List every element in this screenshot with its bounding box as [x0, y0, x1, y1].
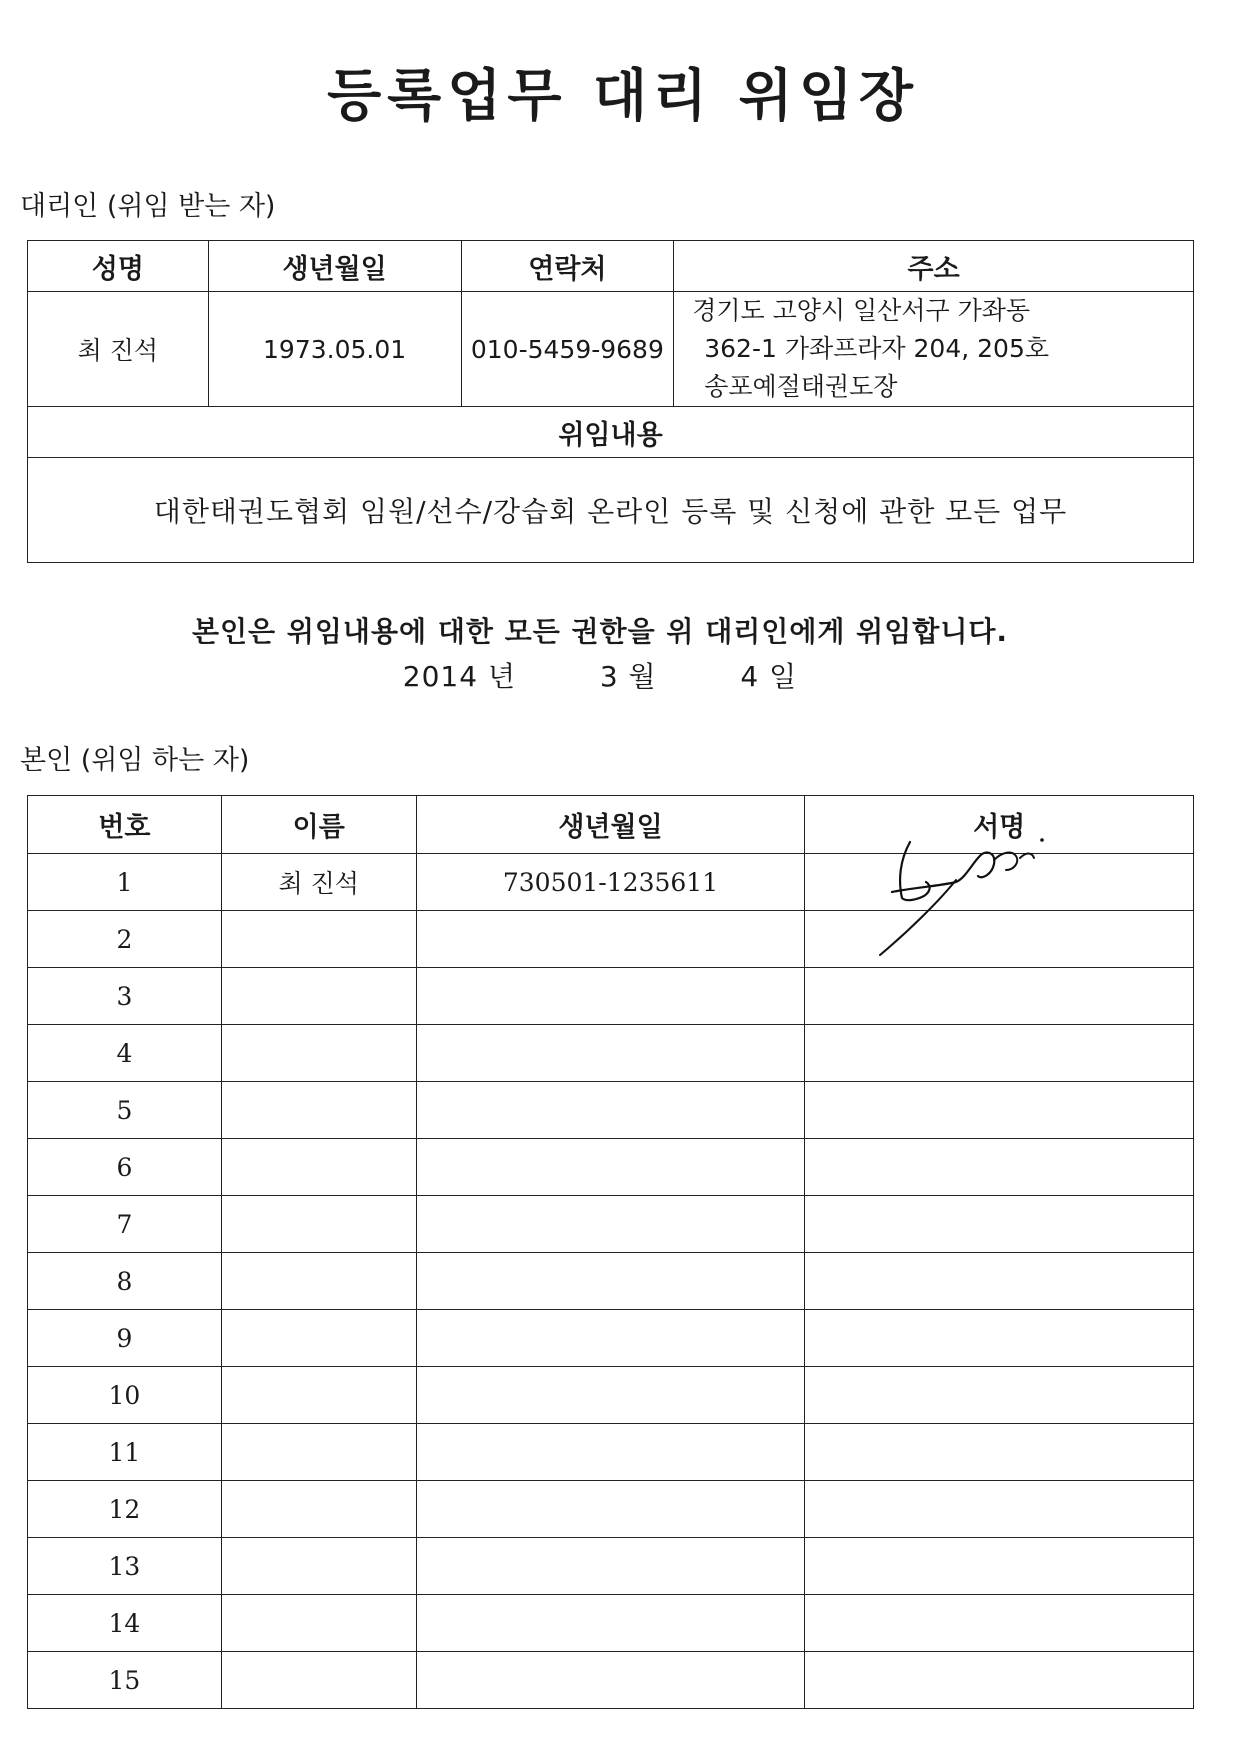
header-number: 번호 — [28, 796, 222, 854]
row-birth — [416, 1196, 805, 1253]
address-line: 362-1 가좌프라자 204, 205호 — [704, 334, 1050, 363]
delegation-content: 대한태권도협회 임원/선수/강습회 온라인 등록 및 신청에 관한 모든 업무 — [28, 458, 1194, 563]
principal-row — [28, 1367, 1194, 1424]
date-month-unit: 월 — [628, 660, 657, 693]
row-name — [221, 1025, 416, 1082]
delegation-header: 위임내용 — [28, 407, 1194, 458]
row-signature — [805, 1196, 1194, 1253]
date-year-unit: 년 — [487, 660, 516, 693]
row-number: 4 — [28, 1025, 222, 1082]
row-signature — [805, 1025, 1194, 1082]
row-signature — [805, 1310, 1194, 1367]
row-name — [221, 1139, 416, 1196]
principal-row — [28, 968, 1194, 1025]
date-year: 2014 — [402, 660, 479, 693]
row-name — [221, 1424, 416, 1481]
header-name: 이름 — [221, 796, 416, 854]
header-name: 성명 — [28, 241, 209, 292]
delegation-header-row — [28, 407, 1194, 458]
row-birth — [416, 1424, 805, 1481]
delegation-statement: 본인은 위임내용에 대한 모든 권한을 위 대리인에게 위임합니다. — [191, 615, 1009, 648]
row-birth — [416, 1139, 805, 1196]
row-number: 15 — [28, 1652, 222, 1709]
row-number: 14 — [28, 1595, 222, 1652]
row-number: 6 — [28, 1139, 222, 1196]
row-number: 8 — [28, 1253, 222, 1310]
agent-table — [27, 240, 1194, 563]
principal-row — [28, 1481, 1194, 1538]
row-name — [221, 968, 416, 1025]
delegation-content-row — [28, 458, 1194, 563]
principal-rows — [28, 854, 1194, 1709]
row-signature — [805, 1538, 1194, 1595]
principal-row — [28, 1652, 1194, 1709]
row-name — [221, 1367, 416, 1424]
row-signature — [805, 968, 1194, 1025]
row-birth — [416, 1367, 805, 1424]
agent-section-label: 대리인 (위임 받는 자) — [20, 191, 276, 222]
row-birth — [416, 1652, 805, 1709]
row-birth — [416, 1595, 805, 1652]
row-signature — [805, 1424, 1194, 1481]
principal-row — [28, 1082, 1194, 1139]
row-signature — [805, 1481, 1194, 1538]
agent-header-row — [28, 241, 1194, 292]
row-birth — [416, 968, 805, 1025]
principal-row — [28, 1310, 1194, 1367]
row-number: 9 — [28, 1310, 222, 1367]
row-signature — [805, 1652, 1194, 1709]
date-day: 4 — [740, 660, 760, 693]
date-line — [0, 655, 1200, 695]
handwritten-signature — [870, 830, 1060, 960]
row-number: 12 — [28, 1481, 222, 1538]
row-birth — [416, 1082, 805, 1139]
row-number: 3 — [28, 968, 222, 1025]
principal-row — [28, 1538, 1194, 1595]
row-birth — [416, 1253, 805, 1310]
row-name — [221, 1595, 416, 1652]
address-line: 송포예절태권도장 — [704, 372, 898, 401]
row-birth — [416, 1025, 805, 1082]
header-signature: 서명 — [805, 796, 1194, 854]
agent-address — [674, 292, 1194, 407]
header-birth-date: 생년월일 — [416, 796, 805, 854]
principal-row — [28, 1196, 1194, 1253]
row-name — [221, 911, 416, 968]
row-name — [221, 1310, 416, 1367]
header-contact: 연락처 — [461, 241, 674, 292]
row-birth: 730501-1235611 — [416, 854, 805, 911]
agent-birth-date: 1973.05.01 — [208, 292, 461, 407]
row-signature — [805, 1367, 1194, 1424]
row-birth — [416, 1538, 805, 1595]
row-number: 2 — [28, 911, 222, 968]
row-signature — [805, 1139, 1194, 1196]
header-address: 주소 — [674, 241, 1194, 292]
document-title: 등록업무 대리 위임장 — [327, 64, 919, 129]
row-name — [221, 1538, 416, 1595]
row-signature — [805, 1595, 1194, 1652]
principal-row — [28, 1139, 1194, 1196]
agent-contact: 010-5459-9689 — [461, 292, 674, 407]
header-birth-date: 생년월일 — [208, 241, 461, 292]
row-name — [221, 1082, 416, 1139]
principal-row — [28, 1025, 1194, 1082]
row-number: 5 — [28, 1082, 222, 1139]
row-signature — [805, 1082, 1194, 1139]
date-day-unit: 일 — [769, 660, 798, 693]
row-name: 최 진석 — [221, 854, 416, 911]
row-name — [221, 1196, 416, 1253]
row-name — [221, 1253, 416, 1310]
row-birth — [416, 1481, 805, 1538]
row-number: 10 — [28, 1367, 222, 1424]
row-number: 13 — [28, 1538, 222, 1595]
principal-section-label: 본인 (위임 하는 자) — [20, 745, 250, 776]
row-name — [221, 1481, 416, 1538]
principal-row — [28, 1253, 1194, 1310]
row-number: 1 — [28, 854, 222, 911]
principal-row — [28, 1595, 1194, 1652]
row-birth — [416, 911, 805, 968]
date-month: 3 — [599, 660, 619, 693]
row-number: 11 — [28, 1424, 222, 1481]
row-number: 7 — [28, 1196, 222, 1253]
row-name — [221, 1652, 416, 1709]
principal-row — [28, 1424, 1194, 1481]
address-line: 경기도 고양시 일산서구 가좌동 — [692, 296, 1031, 325]
agent-data-row — [28, 292, 1194, 407]
row-birth — [416, 1310, 805, 1367]
agent-name: 최 진석 — [28, 292, 209, 407]
row-signature — [805, 1253, 1194, 1310]
